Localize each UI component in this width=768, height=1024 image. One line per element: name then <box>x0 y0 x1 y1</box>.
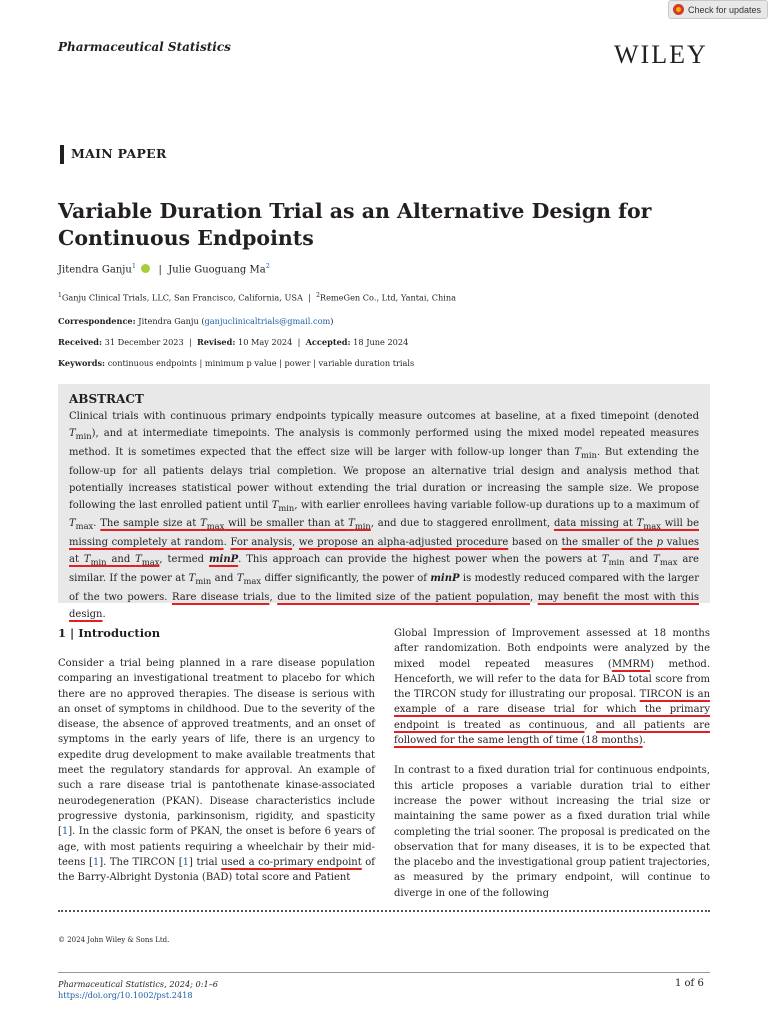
section-heading: 1 | Introduction <box>58 626 161 640</box>
highlight: The sample size at $T_{max}$ will be smaller than at $T_{min}$ <box>100 518 371 532</box>
citation-line: Pharmaceutical Statistics, 2024; 0:1–6 <box>58 979 218 989</box>
affiliation: Ganju Clinical Trials, LLC, San Francisco, California, USA <box>61 292 303 303</box>
article-title: Variable Duration Trial as an Alternative Design for Continuous Endpoints <box>58 199 652 250</box>
highlight: MMRM <box>611 658 651 670</box>
citation-link[interactable]: 1 <box>92 856 100 868</box>
copyright: © 2024 John Wiley & Sons Ltd. <box>58 936 170 944</box>
highlight: minP <box>208 554 239 566</box>
affiliation-ref[interactable]: 2 <box>265 262 270 270</box>
doi-link[interactable]: https://doi.org/10.1002/pst.2418 <box>58 990 193 1000</box>
highlight: Rare disease trials <box>171 592 270 604</box>
affiliation: RemeGen Co., Ltd, Yantai, China <box>319 292 457 303</box>
correspondence: Correspondence: Jitendra Ganju (ganjuclinicaltrials@gmail.com) <box>58 316 334 326</box>
highlight: For analysis <box>230 537 293 549</box>
correspondence-label: Correspondence: <box>58 316 136 326</box>
highlight: due to the limited size of the patient population <box>277 592 530 604</box>
highlight: the smaller of the p values at $T_{min}$ and $T_{max}$ <box>69 537 700 568</box>
author-list <box>58 262 270 275</box>
footer-divider <box>58 972 710 973</box>
abstract-box <box>58 384 710 620</box>
highlight: and all patients are followed for the same length of time (18 months) <box>394 719 711 747</box>
highlight: we propose an alpha-adjusted procedure <box>298 537 509 549</box>
paragraph: In contrast to a fixed duration trial for continuous endpoints, this article proposes a variable duration trial to either increase the power without increasing the trial size or maintaining the same power as a fixed duration trial while completing the trial sooner. The proposal is predicated on the observation that for many diseases, it is to be expected that the placebo and the investigational group patient trajectories, as measured by the primary endpoint, will continue to diverge in one of the following <box>394 765 710 899</box>
affiliations: $^1$Ganju Clinical Trials, LLC, San Francisco, California, USA | $^2$RemeGen Co., Ltd, Yantai, China <box>58 292 457 303</box>
article-type: MAIN PAPER <box>71 146 167 161</box>
email-link[interactable]: ganjuclinicaltrials@gmail.com <box>204 316 331 326</box>
crossmark-icon <box>673 4 684 15</box>
page-number: 1 of 6 <box>675 978 704 989</box>
article-type-bar <box>60 145 64 164</box>
highlight: may benefit the most with this design <box>69 592 700 620</box>
publisher-logo: WILEY <box>614 40 708 69</box>
left-column <box>58 656 375 900</box>
journal-name: Pharmaceutical Statistics <box>58 40 231 54</box>
abstract-text: Clinical trials with continuous primary endpoints typically measure outcomes at baseline, at a fixed timepoint (denoted $T_{min}$), and at intermediate timepoints. The analysis is commonly performed using the mixed model repeated measures method. It is sometimes expected that the effect size will be larger with follow-up longer than $T_{min}$. But extending the follow-up for all patients delays trial completion. We propose an alternative trial design and analysis method that potentially increases statistical power without extending the trial duration or increasing the sample size. We propose following the last enrolled patient until $T_{min}$, with earlier enrollees having variable follow-up durations up to a maximum of $T_{max}$. The sample size at $T_{max}$ will be smaller than at $T_{min}$, and due to staggered enrollment, data missing at $T_{max}$ will be missing completely at random. For analysis, we propose an alpha-adjusted procedure based on the smaller of the p values at $T_{min}$ and $T_{max}$, termed minP. This approach can provide the highest power when the powers at $T_{min}$ and $T_{max}$ are similar. If the power at $T_{min}$ and $T_{max}$ differ significantly, the power of minP is modestly reduced compared with the larger of the two powers. Rare disease trials, due to the limited size of the patient population, may benefit the most with this design. <box>69 411 700 620</box>
highlight: TIRCON is an example of a rare disease trial for which the primary endpoint is treated as continuous <box>394 689 711 731</box>
paragraph: Global Impression of Improvement assessed at 18 months after randomization. Both endpoints were analyzed by the mixed model repeated measures (MMRM) method. Henceforth, we will refer to the data for BAD total score from the TIRCON study for illustrating our proposal. TIRCON is an example of a rare disease trial for which the primary endpoint is treated as continuous, and all patients are followed for the same length of time (18 months). <box>394 628 711 747</box>
orcid-icon[interactable] <box>141 264 150 273</box>
keywords: Keywords: continuous endpoints | minimum p value | power | variable duration trials <box>58 358 415 368</box>
citation-link[interactable]: 1 <box>61 826 69 838</box>
citation-link[interactable]: 1 <box>182 856 190 868</box>
highlight: data missing at $T_{max}$ will be missing completely at random <box>69 518 699 549</box>
paragraph: Consider a trial being planned in a rare disease population comparing an investigational treatment to placebo for which there are no approved therapies. The disease is serious with an onset of symptoms in childhood. Due to the severity of the disease, the absence of approved treatments, and an onset of symptoms in the early years of life, there is an urgency to expedite drug development to make available treatments that meet the regulatory standards for approval. An example of such a rare disease trial is pantothenate kinase-associated neurodegeneration (PKAN). Disease characteristics include progressive dystonia, parkinsonism, rigidity, and spasticity [1]. In the classic form of PKAN, the onset is before 6 years of age, with most patients requiring a wheelchair by their mid-teens [1]. The TIRCON [1] trial used a co-primary endpoint of the Barry-Albright Dystonia (BAD) total score and Patient <box>58 658 376 884</box>
separator: | <box>158 264 162 276</box>
right-column <box>394 626 710 916</box>
check-for-updates-label: Check for updates <box>688 4 762 15</box>
article-dates: Received: 31 December 2023 | Revised: 10 May 2024 | Accepted: 18 June 2024 <box>58 337 409 347</box>
footnote-divider <box>58 910 710 912</box>
author-name[interactable]: Julie Guoguang Ma <box>168 264 266 276</box>
check-for-updates-button[interactable] <box>668 0 768 19</box>
author-name[interactable]: Jitendra Ganju <box>58 264 132 276</box>
abstract-heading: ABSTRACT <box>69 392 144 406</box>
affiliation-ref[interactable]: 1 <box>131 262 136 270</box>
highlight: used a co-primary endpoint <box>221 856 362 868</box>
